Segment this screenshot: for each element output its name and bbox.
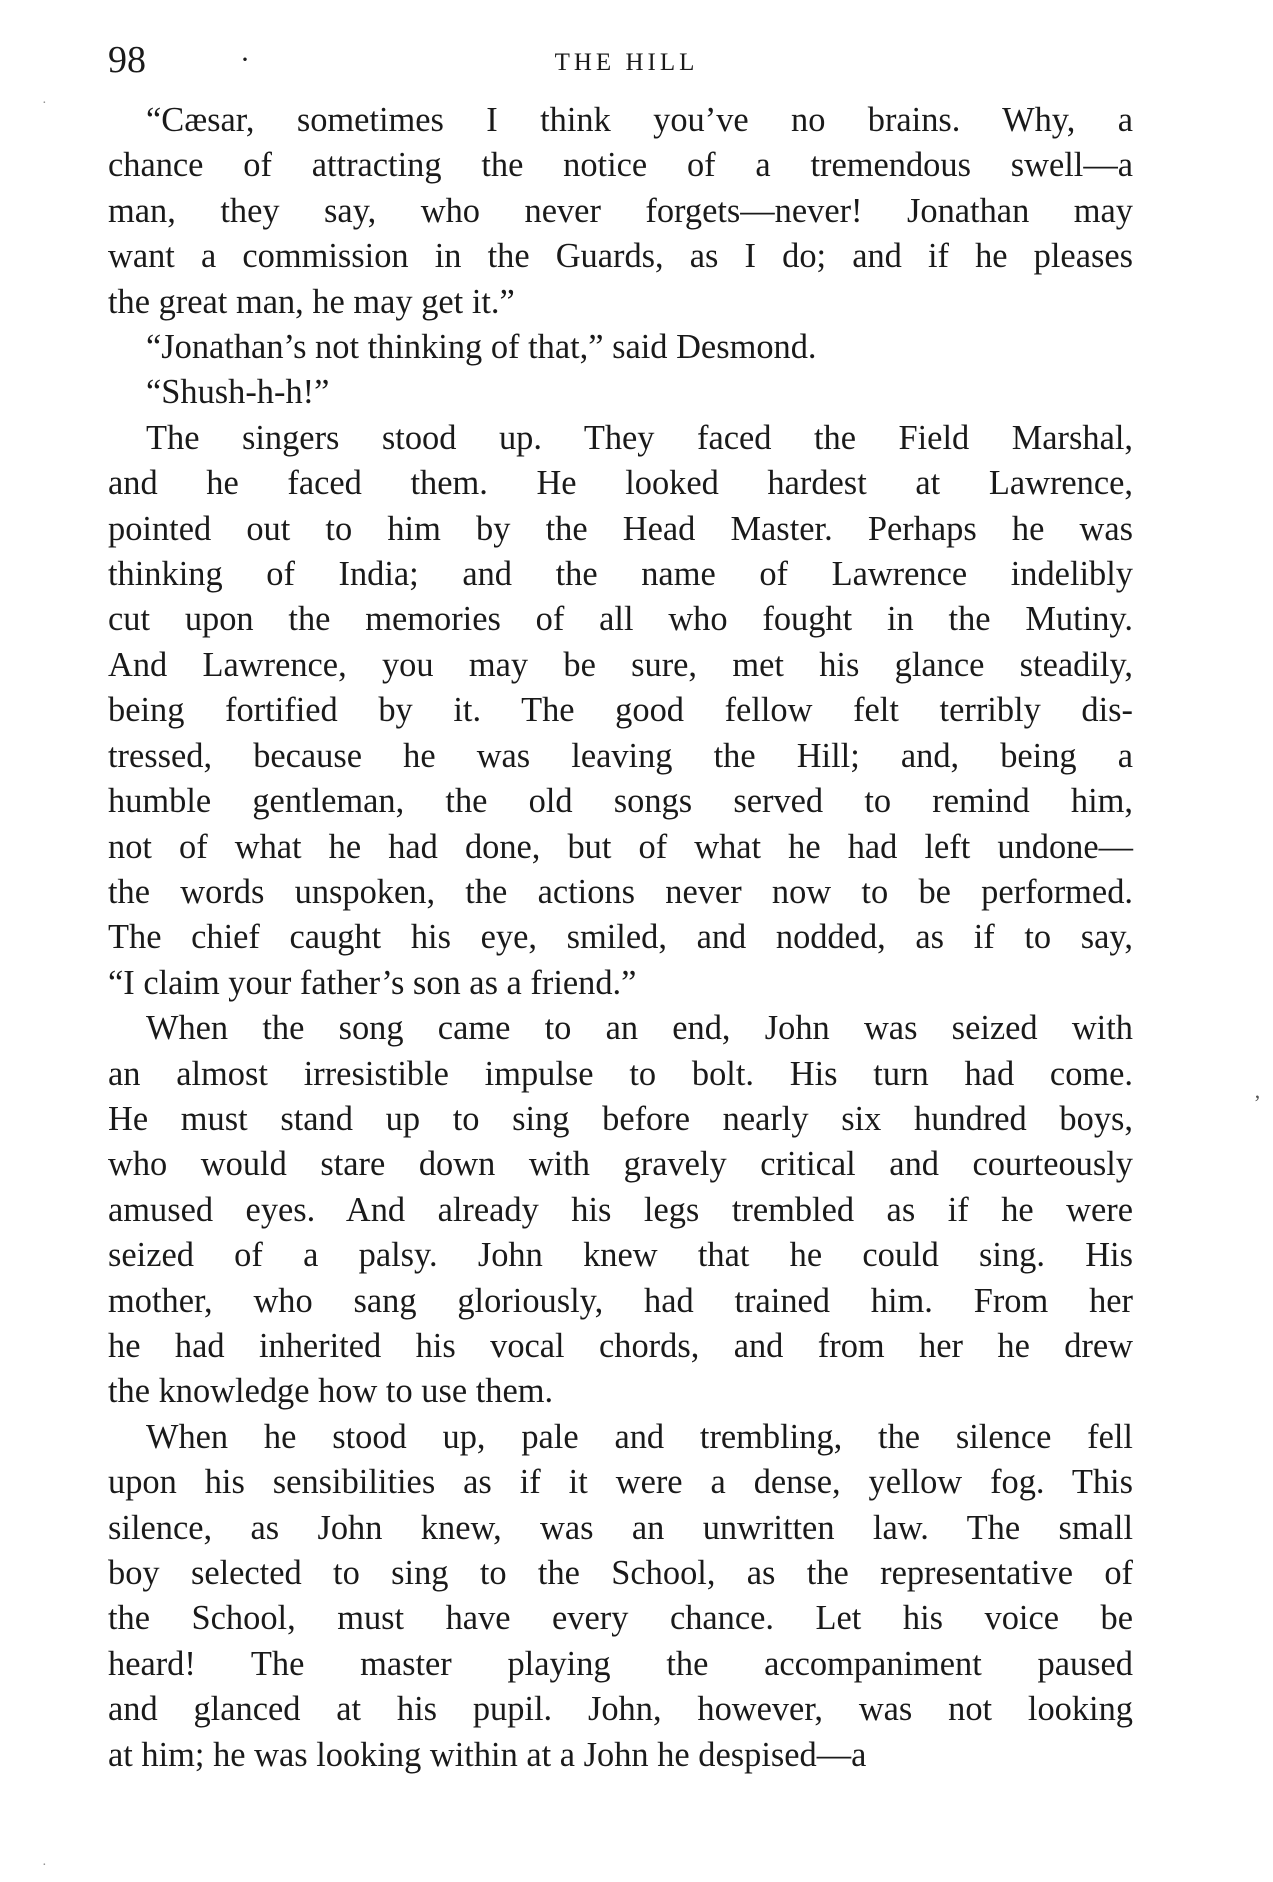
running-head [108, 38, 1133, 98]
text-line: thinking of India; and the name of Lawrence indelibly [108, 555, 1133, 594]
text-line: not of what he had done, but of what he had left undone— [108, 827, 1133, 866]
text-line: man, they say, who never forgets—never! Jonathan may [108, 191, 1133, 230]
text-line: and glanced at his pupil. John, however, was not looking [108, 1690, 1133, 1729]
text-line: “I claim your father’s son as a friend.” [108, 963, 637, 1002]
paragraph [108, 370, 1133, 415]
text-line: the words unspoken, the actions never now to be performed. [108, 872, 1133, 911]
text-line: amused eyes. And already his legs trembled as if he were [108, 1190, 1133, 1229]
text-line: “Cæsar, sometimes I think you’ve no brains. Why, a [146, 101, 1133, 139]
margin-dot: · [42, 96, 47, 111]
text-line: the knowledge how to use them. [108, 1372, 554, 1411]
text-line: “Shush-h-h!” [146, 373, 330, 412]
text-line: The singers stood up. They faced the Field Marshal, [146, 418, 1133, 457]
text-line: chance of attracting the notice of a tremendous swell—a [108, 146, 1133, 185]
text-line: The chief caught his eye, smiled, and nodded, as if to say, [108, 918, 1133, 957]
text-line: mother, who sang gloriously, had trained him. From her [108, 1281, 1133, 1320]
paragraph [108, 1415, 1133, 1778]
text-line: humble gentleman, the old songs served to remind him, [108, 782, 1133, 821]
margin-tick-mark: ‚ [1253, 1078, 1261, 1103]
text-line: boy selected to sing to the School, as the representative of [108, 1554, 1133, 1592]
running-title: THE HILL [554, 49, 699, 76]
text-line: cut upon the memories of all who fought in the Mutiny. [108, 600, 1133, 639]
text-line: seized of a palsy. John knew that he could sing. His [108, 1236, 1133, 1275]
text-line: at him; he was looking within at a John he despised—a [108, 1735, 867, 1774]
text-line: an almost irresistible impulse to bolt. His turn had come. [108, 1054, 1133, 1093]
text-line: the School, must have every chance. Let his voice be [108, 1599, 1133, 1638]
text-line: silence, as John knew, was an unwritten law. The small [108, 1508, 1133, 1547]
paragraph [108, 325, 1133, 370]
text-line: pointed out to him by the Head Master. Perhaps he was [108, 509, 1133, 548]
text-line: And Lawrence, you may be sure, met his glance steadily, [108, 645, 1133, 684]
text-line: he had inherited his vocal chords, and from her he drew [108, 1326, 1133, 1365]
paragraph [108, 98, 1133, 325]
book-page [108, 38, 1133, 1778]
text-line: He must stand up to sing before nearly six hundred boys, [108, 1099, 1133, 1138]
text-line: upon his sensibilities as if it were a dense, yellow fog. This [108, 1463, 1133, 1502]
text-line: “Jonathan’s not thinking of that,” said Desmond. [146, 328, 817, 367]
header-separator: · [240, 43, 250, 76]
margin-dot: · [42, 1858, 47, 1873]
text-line: being fortified by it. The good fellow felt terribly dis- [108, 691, 1133, 730]
text-line: When he stood up, pale and trembling, the silence fell [146, 1417, 1133, 1456]
text-line: tressed, because he was leaving the Hill; and, being a [108, 736, 1133, 775]
text-line: who would stare down with gravely critical and courteously [108, 1145, 1133, 1184]
text-line: the great man, he may get it.” [108, 282, 515, 321]
text-line: and he faced them. He looked hardest at Lawrence, [108, 464, 1133, 503]
text-line: When the song came to an end, John was seized with [146, 1009, 1133, 1048]
text-line: want a commission in the Guards, as I do; and if he pleases [108, 237, 1133, 276]
text-line: heard! The master playing the accompaniment paused [108, 1644, 1133, 1683]
page-number: 98 [108, 39, 146, 81]
body-text [108, 98, 1133, 1778]
paragraph [108, 1006, 1133, 1415]
paragraph [108, 416, 1133, 1006]
